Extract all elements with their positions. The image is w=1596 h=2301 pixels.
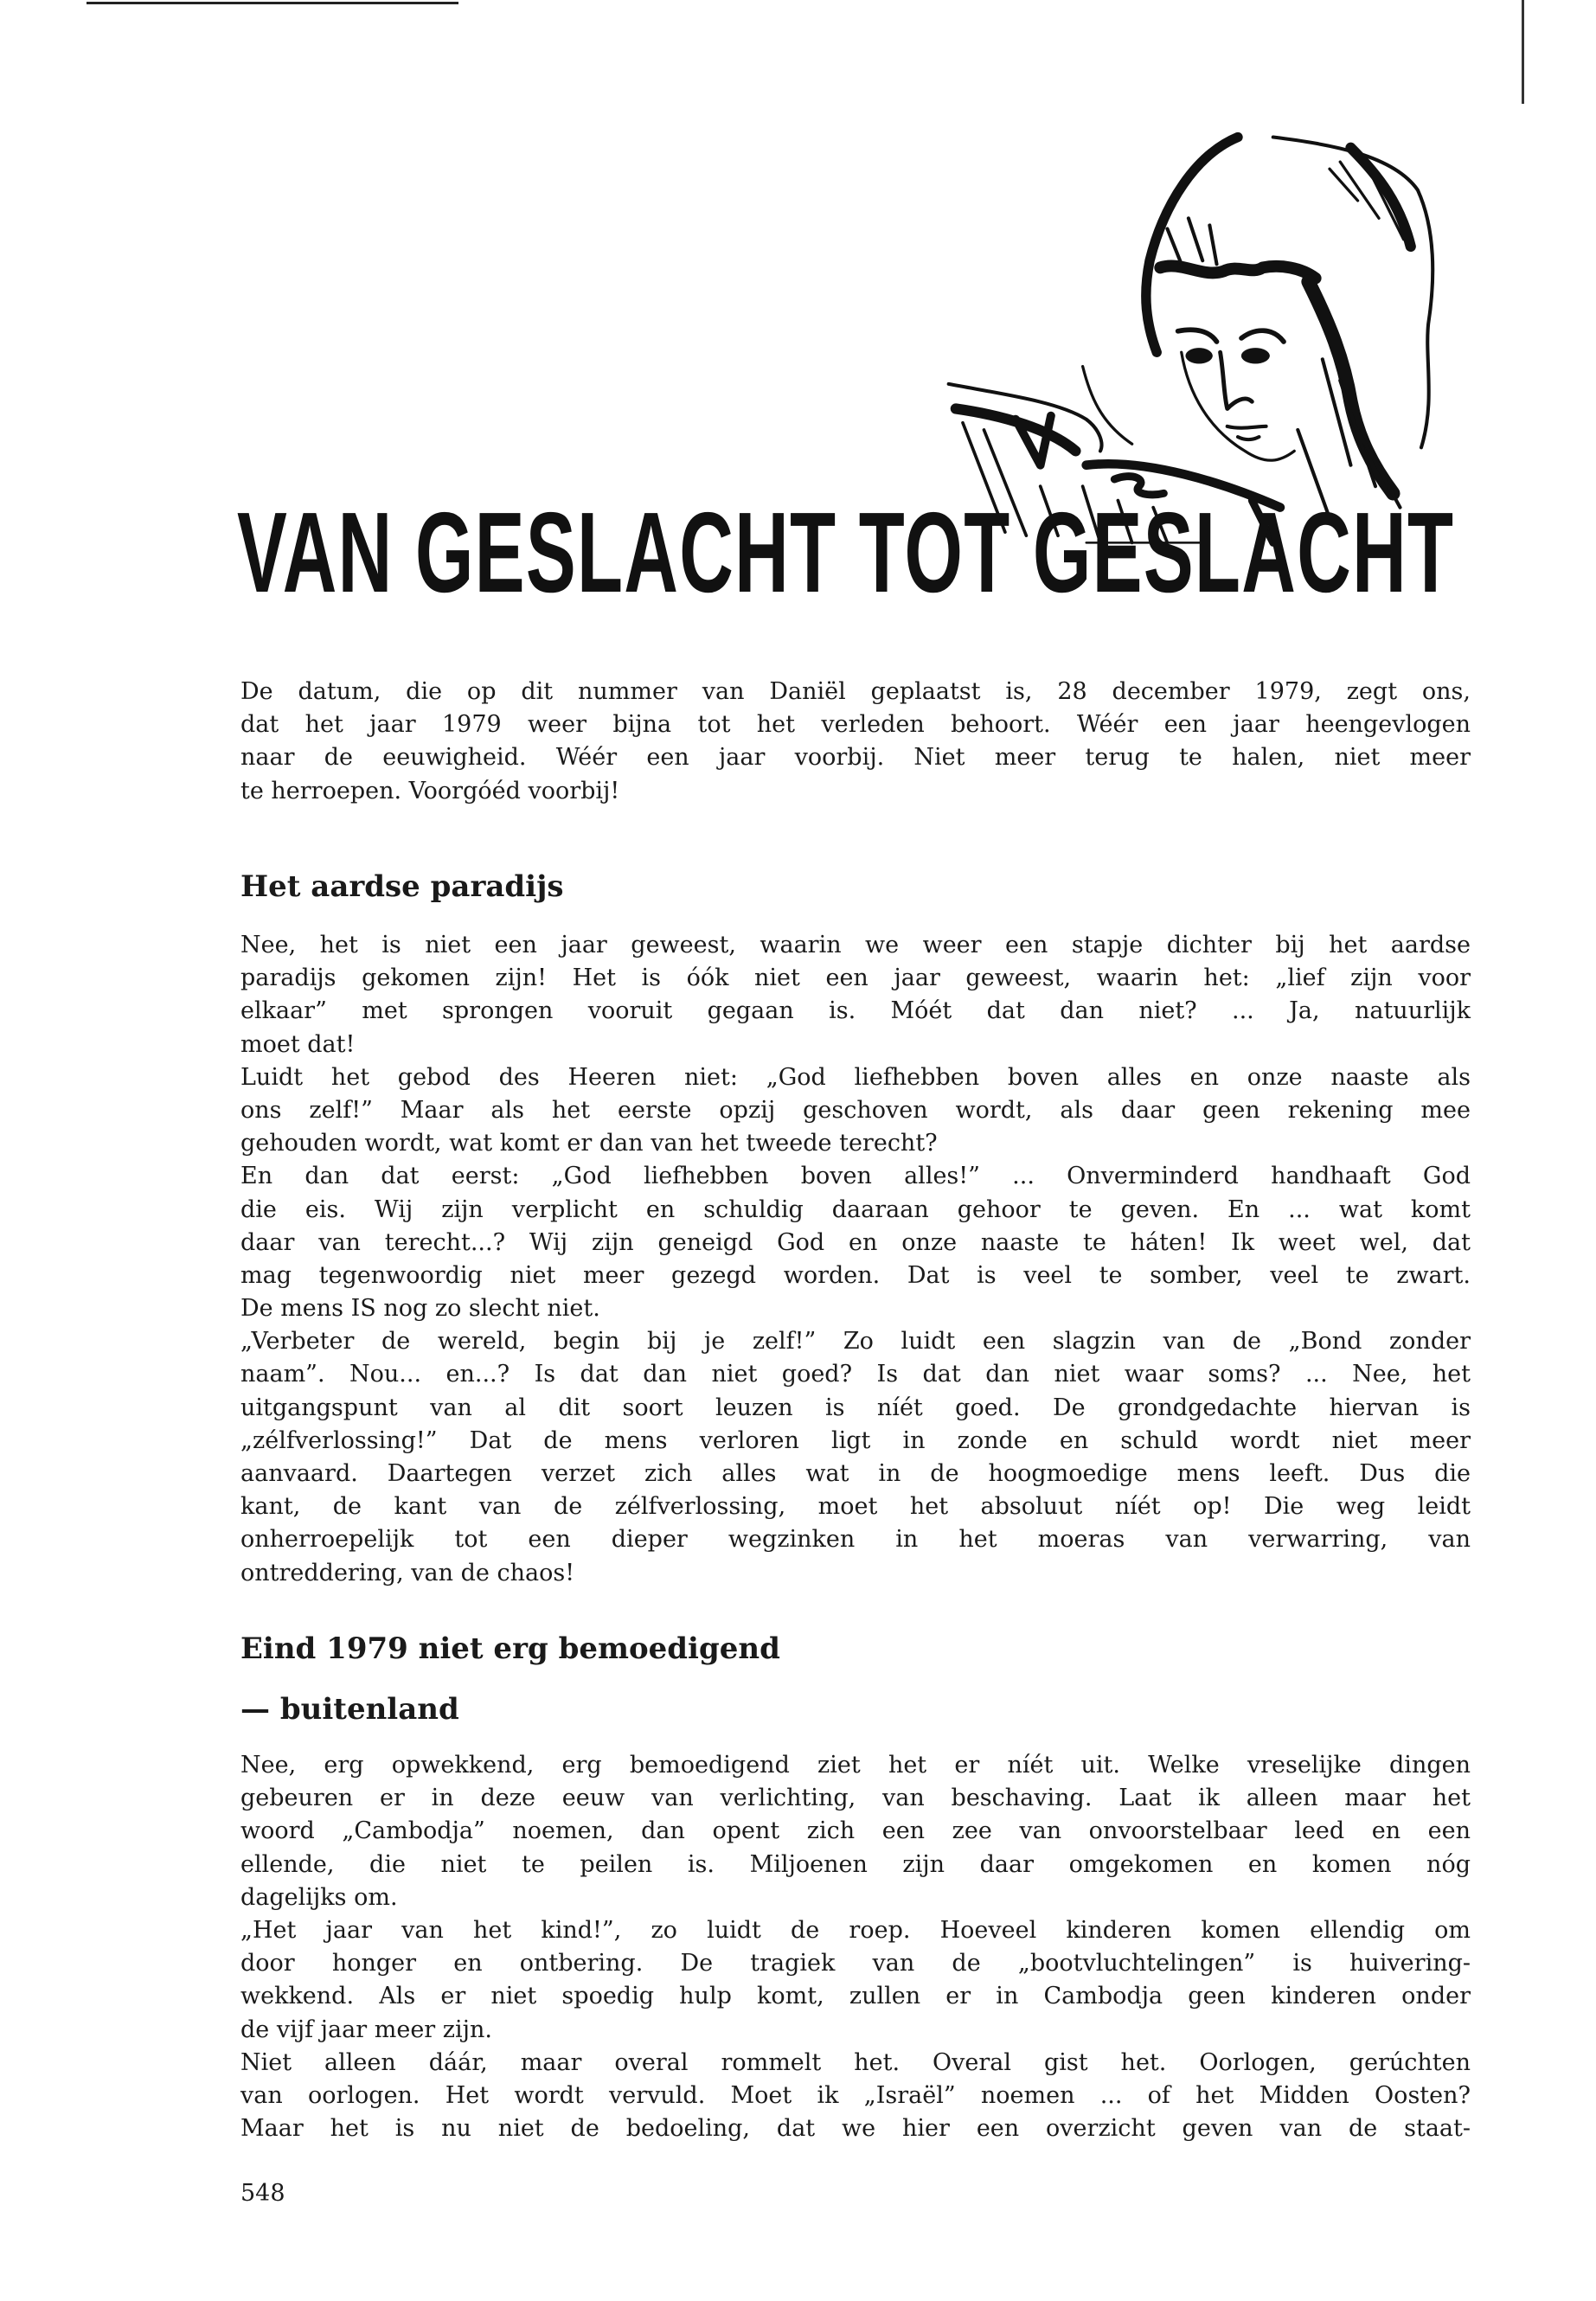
text-line: elkaar” met sprongen vooruit gegaan is. Móét dat dan niet? ... Ja, natuurlijk <box>240 997 1471 1025</box>
text-line: gehouden wordt, wat komt er dan van het tweede terecht? <box>240 1130 938 1157</box>
text-line: Luidt het gebod des Heeren niet: „God liefhebben boven alles en onze naaste als <box>240 1063 1471 1091</box>
text-line: Nee, erg opwekkend, erg bemoedigend ziet het er níét uit. Welke vreselijke dingen <box>240 1752 1471 1779</box>
text-line: Maar het is nu niet de bedoeling, dat we hier een overzicht geven van de staat- <box>240 2115 1471 2143</box>
text-line: wekkend. Als er niet spoedig hulp komt, zullen er in Cambodja geen kinderen onder <box>240 1983 1471 2010</box>
intro-paragraph <box>240 676 1471 808</box>
text-line: mag tegenwoordig niet meer gezegd worden. Dat is veel te somber, veel te zwart. <box>240 1261 1471 1289</box>
text-line: te herroepen. Voorgóéd voorbij! <box>240 777 620 804</box>
section-body-buitenland <box>240 1749 1471 2145</box>
text-line: Nee, het is niet een jaar geweest, waarin we weer een stapje dichter bij het aardse <box>240 932 1471 958</box>
text-line: ons zelf!” Maar als het eerste opzij geschoven wordt, als daar geen rekening mee <box>240 1096 1471 1124</box>
text-line: ontreddering, van de chaos! <box>240 1559 575 1586</box>
text-line: onherroepelijk tot een dieper wegzinken in het moeras van verwarring, van <box>240 1526 1471 1554</box>
text-line: En dan dat eerst: „God liefhebben boven alles!” ... Onverminderd handhaaft God <box>240 1163 1471 1190</box>
text-line: paradijs gekomen zijn! Het is óók niet een jaar geweest, waarin het: „lief zijn voor <box>240 965 1471 992</box>
text-line: naam”. Nou... en...? Is dat dan niet goed? Is dat dan niet waar soms? ... Nee, het <box>240 1361 1471 1388</box>
text-line: „Het jaar van het kind!”, zo luidt de roep. Hoeveel kinderen komen ellendig om <box>240 1916 1471 1944</box>
section-body-aardse-paradijs <box>240 929 1471 1590</box>
text-line: De mens IS nog zo slecht niet. <box>240 1295 600 1323</box>
text-line: aanvaard. Daartegen verzet zich alles wat in de hoogmoedige mens leeft. Dus die <box>240 1460 1471 1487</box>
text-line: woord „Cambodja” noemen, dan opent zich een zee van onvoorstelbaar leed en een <box>240 1817 1471 1845</box>
text-line: dagelijks om. <box>240 1883 398 1911</box>
margin-rule <box>1522 0 1524 104</box>
text-line: van oorlogen. Het wordt vervuld. Moet ik „Israël” noemen ... of het Midden Oosten? <box>240 2081 1471 2109</box>
text-line: De datum, die op dit nummer van Daniël geplaatst is, 28 december 1979, zegt ons, <box>240 678 1471 705</box>
text-line: ellende, die niet te peilen is. Miljoenen zijn daar omgekomen en komen nóg <box>240 1850 1471 1878</box>
text-line: door honger en ontbering. De tragiek van de „bootvluchtelingen” is huivering- <box>240 1950 1471 1977</box>
text-line: kant, de kant van de zélfverlossing, moet het absoluut níét op! Die weg leidt <box>240 1493 1471 1521</box>
text-line: dat het jaar 1979 weer bijna tot het verleden behoort. Wéér een jaar heengevlogen <box>240 711 1471 739</box>
text-line: „zélfverlossing!” Dat de mens verloren ligt in zonde en schuld wordt niet meer <box>240 1426 1471 1454</box>
section-subheading-buitenland: — buitenland <box>240 1692 459 1727</box>
text-line: de vijf jaar meer zijn. <box>240 2016 492 2043</box>
text-line: gebeuren er in deze eeuw van verlichting, van beschaving. Laat ik alleen maar het <box>240 1785 1471 1812</box>
text-line: Niet alleen dáár, maar overal rommelt het. Overal gist het. Oorlogen, gerúchten <box>240 2048 1471 2076</box>
text-line: daar van terecht...? Wij zijn geneigd God en onze naaste te háten! Ik weet wel, dat <box>240 1228 1471 1256</box>
text-line: uitgangspunt van al dit soort leuzen is níét goed. De grondgedachte hiervan is <box>240 1394 1471 1421</box>
page-number: 548 <box>240 2180 285 2207</box>
text-line: „Verbeter de wereld, begin bij je zelf!” Zo luidt een slagzin van de „Bond zonder <box>240 1328 1471 1356</box>
section-heading-aardse-paradijs: Het aardse paradijs <box>240 869 564 904</box>
text-line: die eis. Wij zijn verplicht en schuldig daaraan gehoor te geven. En ... wat komt <box>240 1195 1471 1223</box>
article-title: VAN GESLACHT TOT GESLACHT <box>237 489 1455 616</box>
top-rule <box>87 2 458 4</box>
text-line: naar de eeuwigheid. Wéér een jaar voorbij. Niet meer terug te halen, niet meer <box>240 744 1471 772</box>
text-line: moet dat! <box>240 1030 356 1058</box>
section-heading-eind-1979: Eind 1979 niet erg bemoedigend <box>240 1631 780 1666</box>
